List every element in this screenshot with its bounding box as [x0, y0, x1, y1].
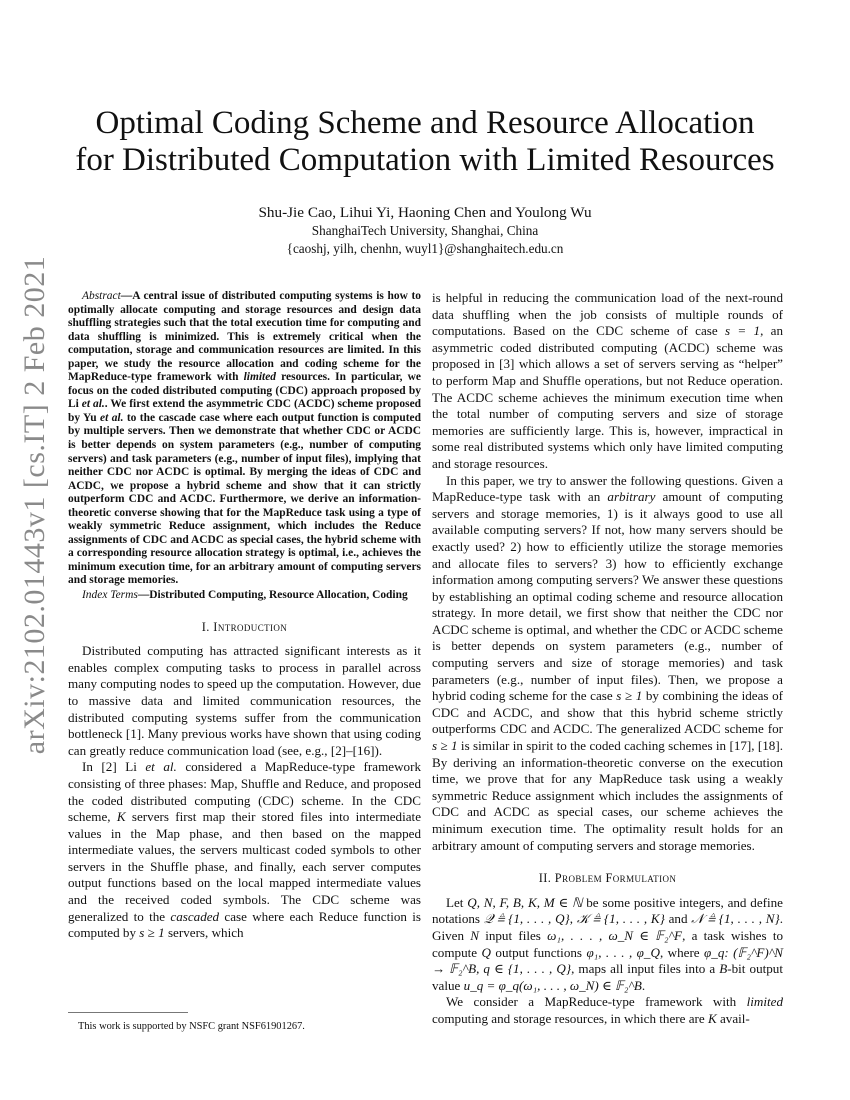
intro-p4-math-s: s ≥ 1 — [616, 688, 643, 704]
section-heading-introduction: I. Introduction — [201, 619, 288, 634]
funding-footnote: This work is supported by NSFC grant NSF61901267. — [78, 1021, 305, 1032]
form-p1-setN: 𝒩 ≜ {1, . . . , N} — [691, 911, 780, 927]
intro-p3-text-b: , an asymmetric coded distributed computing (ACDC) scheme was proposed in [3] which allows a set of servers serving as “helper” to perform Map and Shuffle operations, but not Reduce operation. The ACDC scheme achieves the minimum execution time when the total number of computing servers and size of storage memories are sufficiently large. This is, however, impractical in some real distributed systems which only have limited computing and storage resources. — [432, 323, 783, 471]
form-p1-N: N — [470, 927, 479, 943]
intro-p2-text-c: servers first map their stored files into intermediate values in the Map phase, and then based on the mapped intermediate values, the servers multicast coded symbols to other servers in the Shuffle phase, and finally, each server computes output functions based on the local mapped intermediate values and the received coded symbols. The CDC scheme was generalized to the — [68, 809, 422, 924]
intro-p2-math-K: K — [116, 809, 126, 825]
form-p1-uq: u_q = φ_q(ω₁, . . . , ω_N) ∈ 𝔽₂^B — [463, 977, 642, 993]
intro-p2-cascaded: cascaded — [170, 908, 220, 924]
author-emails: {caoshj, yilh, chenhn, wuyl1}@shanghaitech.edu.cn — [286, 241, 564, 256]
intro-p4-text-d: is similar in spirit to the coded caching schemes in [17], [18]. By deriving an information-theoretic converse on the execution time, we prove that for any MapReduce task using a weakly symmetric Reduce assignment which includes the assignments of CDC and ACDC as special cases, our scheme achieves the minimum execution time. The optimality result holds for an arbitrary amount of computing servers and storage memories. — [432, 738, 783, 853]
abstract — [68, 290, 421, 588]
intro-p2-etal: et al. — [145, 759, 177, 775]
arxiv-identifier-text: arXiv:2102.01443v1 [cs.IT] 2 Feb 2021 — [18, 255, 51, 755]
form-p1-i: , where — [659, 944, 705, 960]
index-terms — [68, 589, 421, 603]
intro-p4-arbitrary: arbitrary — [607, 489, 656, 505]
intro-p4-text-b: amount of computing servers and storage memories, 1) is it always good to use all available computing servers? If not, how many servers should be exactly used? 2) how to efficiently utilize the storage memories and allocate files to servers? 3) how to efficiently exchange information among computing servers? We answer these questions by establishing an optimal coding scheme and resource allocation strategy. In more detail, we first show that neither the CDC nor ACDC scheme is optimal, and whether the CDC or ACDC scheme is better depends on system parameters (e.g., number of computing servers and size of storage memories) and task parameters (e.g., number of input files). Then, we propose a hybrid coding scheme for the case — [432, 489, 783, 704]
abstract-emphasis-limited: limited — [243, 371, 276, 384]
formulation-paragraph-2 — [432, 994, 783, 1027]
section-heading-problem-formulation: II. Problem Formulation — [538, 871, 677, 886]
intro-paragraph-2 — [68, 759, 421, 942]
form-p1-b: be some positive integers, and define notations — [432, 894, 783, 927]
abstract-emphasis-etal-1: et al. — [81, 398, 105, 411]
intro-paragraph-1: Distributed computing has attracted significant interests as it enables complex computing tasks to process in parallel across many computing nodes to speed up the computation. However, due to massive data and limited communication resources, the distributed computing systems suffer from the communication bottleneck [1]. Many previous works have shown that using coding can greatly reduce communication load (see, e.g., [2]–[16]). — [68, 643, 421, 758]
abstract-label: Abstract — [82, 290, 121, 302]
form-p1-phiq: φ_q: (𝔽₂^F)^N → 𝔽₂^B, q ∈ {1, . . . , Q} — [432, 944, 784, 977]
form-p2-c: avail- — [716, 1010, 750, 1026]
form-p2-a: We consider a MapReduce-type framework with — [446, 994, 747, 1010]
intro-paragraph-3 — [432, 290, 783, 473]
form-p1-g: , a task wishes to compute — [432, 927, 784, 960]
intro-p2-text-b: considered a MapReduce-type framework consisting of three phases: Map, Shuffle and Reduce, and proposed the coded distributed computing (CDC) scheme. In the CDC scheme, — [68, 759, 421, 825]
abstract-text-2: resources. In particular, we focus on the coded distributed computing (CDC) approach proposed by Li — [68, 371, 421, 411]
right-column — [432, 290, 783, 1028]
paper-title-line-2: for Distributed Computation with Limited Resources — [75, 142, 775, 178]
intro-p4-text-c: by combining the ideas of CDC and ACDC, and show that this hybrid scheme strictly outperforms CDC and ACDC. The generalized ACDC scheme for — [432, 688, 783, 737]
form-p2-limited: limited — [746, 994, 783, 1010]
index-terms-text: —Distributed Computing, Resource Allocation, Coding — [137, 589, 408, 602]
left-column — [68, 290, 421, 942]
author-affiliation: ShanghaiTech University, Shanghai, China — [311, 223, 539, 238]
formulation-paragraph-1 — [432, 895, 783, 995]
abstract-text-1: —A central issue of distributed computing systems is how to optimally allocate computing and storage resources and design data shuffling strategies such that the total execution time for computing and data shuffling is minimized. This is extremely critical when the computation, storage and communication resources are limited. In this paper, we study the resource allocation and coding scheme for the MapReduce-type framework with — [68, 290, 421, 384]
intro-p2-math-s: s ≥ 1 — [139, 925, 165, 941]
form-p1-files: ω₁, . . . , ω_N ∈ 𝔽₂^F — [547, 927, 683, 943]
intro-p2-text-d: case where each Reduce function is computed by — [68, 908, 421, 941]
form-p1-Q: Q — [481, 944, 491, 960]
arxiv-identifier-stamp — [10, 255, 60, 755]
intro-p3-math-s: s = 1 — [724, 323, 761, 339]
form-p1-a: Let — [446, 894, 468, 910]
footnote-divider — [68, 1012, 188, 1013]
form-p1-k: -bit output value — [432, 961, 783, 993]
form-p1-h: output functions — [490, 944, 587, 960]
paper-title-line-1: Optimal Coding Scheme and Resource Allocation — [95, 105, 755, 141]
abstract-emphasis-etal-2: et al. — [100, 411, 124, 424]
form-p1-d: and — [664, 911, 692, 927]
index-terms-label: Index Terms — [82, 589, 138, 602]
intro-p3-text-a: is helpful in reducing the communication load of the next-round data shuffling when the job consists of multiple rounds of computations. Based on the CDC scheme of case — [432, 290, 783, 339]
form-p1-phis: φ₁, . . . , φ_Q — [586, 944, 660, 960]
intro-p4-math-s2: s ≥ 1 — [432, 738, 458, 754]
form-p1-setK: 𝒦 ≜ {1, . . . , K} — [576, 911, 665, 927]
form-p2-K: K — [707, 1010, 717, 1026]
intro-p4-text-a: In this paper, we try to answer the following questions. Given a MapReduce-type task with an — [432, 472, 783, 505]
form-p1-e: . Given — [432, 911, 783, 943]
form-p1-B: B — [719, 961, 728, 977]
abstract-text-3: . We first extend the asymmetric CDC (ACDC) scheme proposed by Yu — [68, 398, 422, 424]
form-p1-l: . — [641, 977, 646, 993]
form-p1-j: , maps all input files into a — [571, 961, 720, 977]
form-p1-setQ: 𝒬 ≜ {1, . . . , Q} — [483, 911, 570, 927]
intro-paragraph-4 — [432, 473, 783, 855]
abstract-text-4: to the cascade case where each output function is computed by multiple servers. Then we demonstrate that whether CDC or ACDC is better depends on system parameters (e.g., number of computing servers) and task parameters (e.g., number of input files), implying that neither CDC nor ACDC is optimal. By merging the ideas of CDC and ACDC, we propose a hybrid scheme and show that it can strictly outperform CDC and ACDC. Furthermore, we derive an information-theoretic converse showing that for the MapReduce task using a type of weakly symmetric Reduce assignment, which includes the Reduce assignments of CDC and ACDC as special cases, the hybrid scheme with a corresponding resource allocation strategy is optimal, i.e., achieves the minimum execution time, for an arbitrary amount of computing servers and storage memories. — [68, 411, 421, 587]
form-p2-b: computing and storage resources, in which there are — [432, 1010, 708, 1026]
author-names: Shu-Jie Cao, Lihui Yi, Haoning Chen and Youlong Wu — [258, 204, 592, 221]
intro-p2-text-e: servers, which — [164, 925, 244, 941]
intro-p2-text-a: In [2] Li — [82, 759, 146, 775]
paper-title — [40, 105, 810, 179]
form-p1-f: input files — [478, 927, 548, 943]
form-p1-vars: Q, N, F, B, K, M ∈ ℕ — [467, 894, 583, 910]
form-p1-c: , — [569, 911, 577, 927]
author-block — [100, 203, 750, 258]
